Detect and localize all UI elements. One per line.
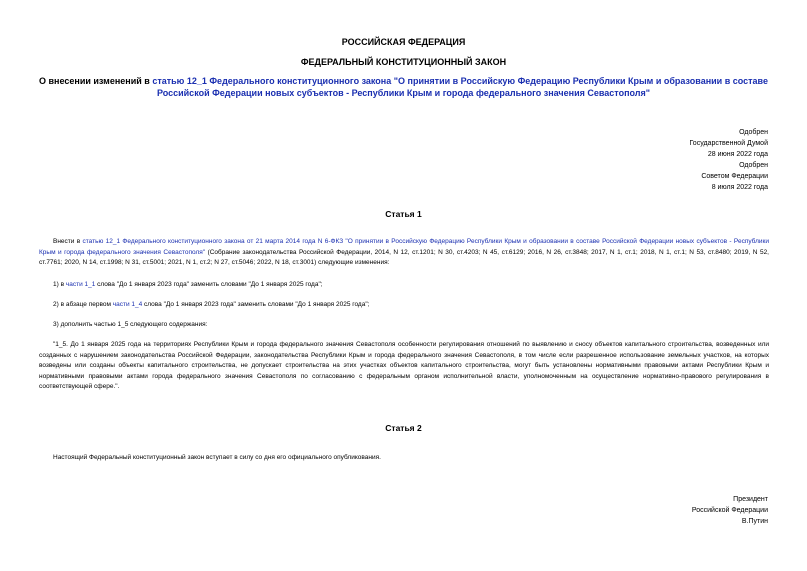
signature-title: Президент: [733, 496, 768, 503]
intro-prefix: Внести в: [53, 238, 83, 245]
approval-date: 28 июня 2022 года: [707, 151, 768, 158]
law-type-heading: ФЕДЕРАЛЬНЫЙ КОНСТИТУЦИОННЫЙ ЗАКОН: [300, 57, 507, 67]
signature-name: В.Путин: [741, 518, 768, 525]
article-1-quote: "1_5. До 1 января 2025 года на территориях Республики Крым и города федерального значения Севастополя особенности регулирования отношений по выявлению и сносу объектов капитального строительства, возведенных или созданных с нарушением законодательства Российской Федерации, законодательства Республики Крым и города федерального значения Севастополя, в том числе если разрешенное использование земельных участков, на которых возведены или созданы объекты капитального строительства, не допускает строительства на этих участках объектов капитального строительства, могут быть установлены нормативными правовыми актами Республики Крым и нормативными правовыми актами города федерального значения Севастополя по согласованию с федеральным органом исполнительной власти, уполномоченным на осуществление нормативно-правового регулирования в соответствующей сфере.".: [39, 341, 769, 390]
item-2-prefix: 2) в абзаце первом: [53, 301, 113, 308]
approval-line: Советом Федерации: [701, 173, 768, 180]
item-1-suffix: слова "До 1 января 2023 года" заменить словами "До 1 января 2025 года";: [95, 281, 323, 288]
approval-line: Одобрен: [739, 129, 768, 136]
signature-title: Российской Федерации: [691, 507, 768, 514]
intro-link[interactable]: статью 12_1 Федерального конституционного закона от 21 марта 2014 года N 6-ФКЗ "О принятии в Российскую Федерацию Республики Крым и образовании в составе Российской Федерации новых субъектов - Республики Крым и города федерального значения Севастополя": [39, 238, 769, 256]
item-1-prefix: 1) в: [53, 281, 66, 288]
country-heading: РОССИЙСКАЯ ФЕДЕРАЦИЯ: [341, 37, 466, 47]
approval-block: [689, 127, 768, 193]
approval-line: Одобрен: [739, 162, 768, 169]
article-1-item-2: [39, 300, 769, 311]
item-2-link[interactable]: части 1_4: [112, 301, 143, 308]
title-prefix: О внесении изменений в: [39, 76, 153, 86]
approval-line: Государственной Думой: [689, 140, 768, 147]
item-1-link[interactable]: части 1_1: [65, 281, 96, 288]
item-2-suffix: слова "До 1 января 2023 года" заменить словами "До 1 января 2025 года";: [142, 301, 370, 308]
intro-suffix: (Собрание законодательства Российской Федерации, 2014, N 12, ст.1201; N 30, ст.4203; N 45, ст.6129; 2016, N 26, ст.3848; 2017, N 1, ст.1; 2018, N 1, ст.1; N 53, ст.8480; 2019, N 52, ст.7761; 2020, N 14, ст.1998; N 31, ст.5001; 2021, N 1, ст.2; N 27, ст.5046; 2022, N 18, ст.3001) следующие изменения:: [39, 248, 769, 266]
article-2-heading: Статья 2: [385, 423, 422, 433]
law-title: [30, 75, 777, 99]
signature-block: [692, 494, 768, 527]
title-link[interactable]: статью 12_1 Федерального конституционного закона "О принятии в Российскую Федерацию Республики Крым и образовании в составе Российской Федерации новых субъектов - Республики Крым и города федерального значения Севастополя": [152, 76, 768, 98]
article-1-heading: Статья 1: [385, 209, 422, 219]
article-1-intro: [39, 237, 769, 269]
article-1-item-3: 3) дополнить частью 1_5 следующего содержания:: [53, 321, 208, 328]
approval-date: 8 июля 2022 года: [711, 184, 768, 191]
article-2-text: Настоящий Федеральный конституционный закон вступает в силу со дня его официального опубликования.: [53, 454, 381, 461]
article-1-item-1: [39, 280, 769, 291]
